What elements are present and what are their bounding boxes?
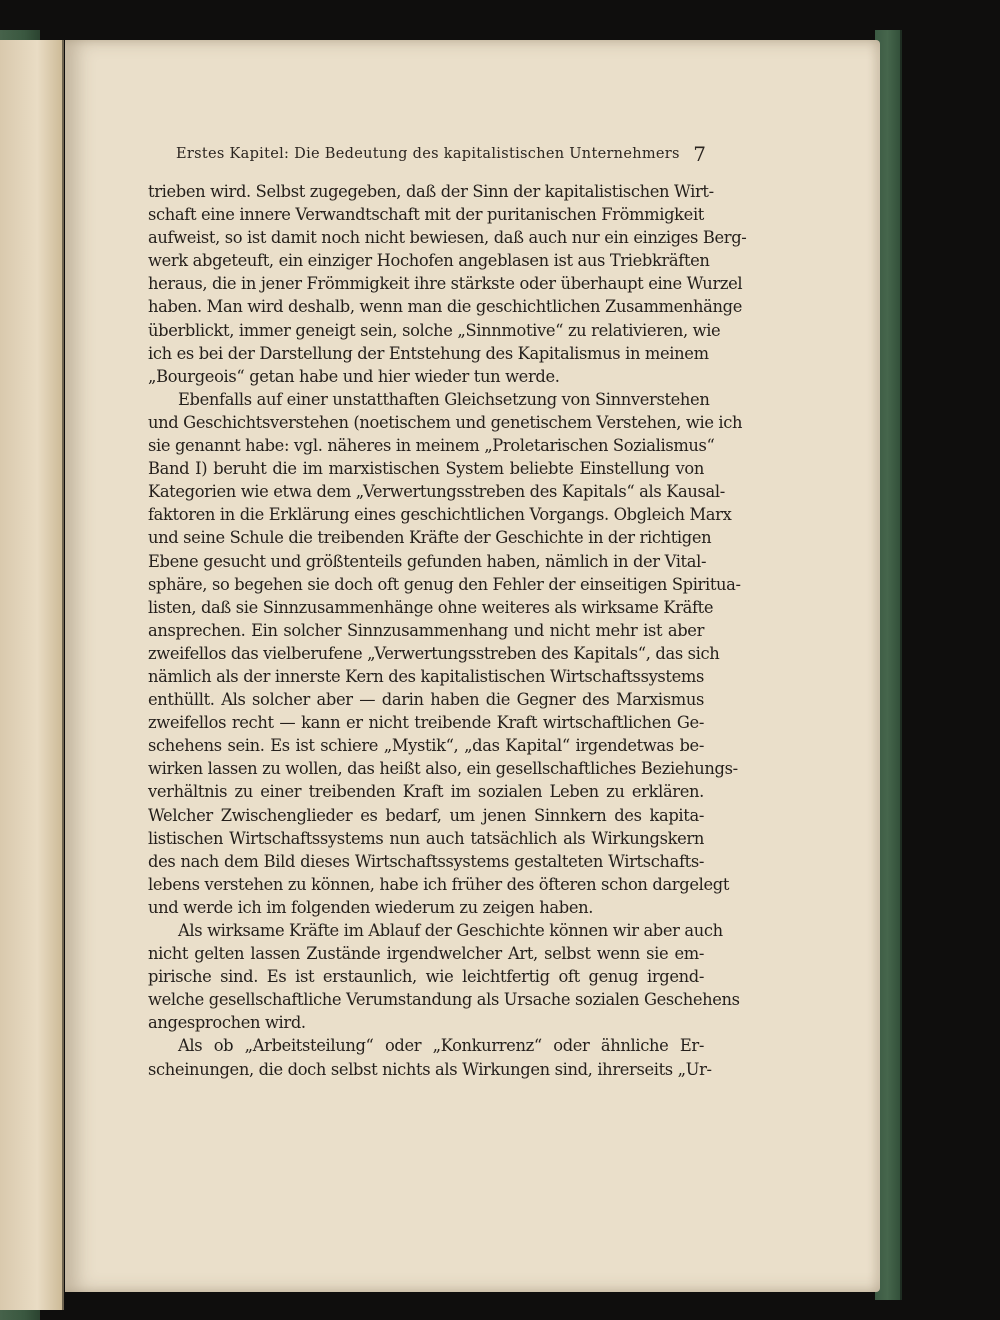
text-line: pirische sind. Es ist erstaunlich, wie leichtfertig oft genug irgend- [148, 967, 704, 987]
text-line: Als wirksame Kräfte im Ablauf der Geschichte können wir aber auch [178, 921, 723, 940]
text-line: und seine Schule die treibenden Kräfte der Geschichte in der richtigen [148, 528, 712, 548]
text-line: Band I) beruht die im marxistischen System beliebte Einstellung von [148, 459, 704, 479]
text-line: werk abgeteuft, ein einziger Hochofen angeblasen ist aus Triebkräften [148, 251, 710, 271]
text-line: angesprochen wird. [148, 1013, 306, 1033]
text-line: zweifellos recht — kann er nicht treibende Kraft wirtschaftlichen Ge- [148, 713, 704, 733]
left-page-edge [0, 40, 64, 1310]
text-line: Kategorien wie etwa dem „Verwertungsstreben des Kapitals“ als Kausal- [148, 482, 725, 502]
text-line: Als ob „Arbeitsteilung“ oder „Konkurrenz“ oder ähnliche Er- [178, 1036, 704, 1056]
text-line: Welcher Zwischenglieder es bedarf, um jenen Sinnkern des kapita- [148, 805, 704, 825]
text-line: enthüllt. Als solcher aber — darin haben die Gegner des Marxismus [148, 690, 704, 710]
text-line: sie genannt habe: vgl. näheres in meinem „Proletarischen Sozialismus“ [148, 436, 715, 456]
text-line: wirken lassen zu wollen, das heißt also, ein gesellschaftliches Beziehungs- [148, 759, 738, 779]
text-line: schehens sein. Es ist schiere „Mystik“, „das Kapital“ irgendetwas be- [148, 736, 704, 756]
text-line: verhältnis zu einer treibenden Kraft im sozialen Leben zu erklären. [148, 782, 704, 802]
text-line: Ebenfalls auf einer unstatthaften Gleichsetzung von Sinnverstehen [178, 389, 710, 409]
page-header [176, 142, 706, 168]
text-line: nämlich als der innerste Kern des kapitalistischen Wirtschaftssystems [148, 666, 704, 686]
text-line: faktoren in die Erklärung eines geschichtlichen Vorgangs. Obgleich Marx [148, 505, 732, 525]
text-line: heraus, die in jener Frömmigkeit ihre stärkste oder überhaupt eine Wurzel [148, 274, 743, 294]
page-number: 7 [693, 142, 706, 166]
text-line: haben. Man wird deshalb, wenn man die geschichtlichen Zusammenhänge [148, 297, 743, 317]
text-line: zweifellos das vielberufene „Verwertungsstreben des Kapitals“, das sich [148, 643, 720, 663]
running-head: Erstes Kapitel: Die Bedeutung des kapitalistischen Unternehmers [176, 146, 680, 162]
text-line: lebens verstehen zu können, habe ich früher des öfteren schon dargelegt [148, 874, 730, 894]
text-line: aufweist, so ist damit noch nicht bewiesen, daß auch nur ein einziges Berg- [148, 228, 747, 248]
text-line: scheinungen, die doch selbst nichts als Wirkungen sind, ihrerseits „Ur- [148, 1059, 712, 1079]
text-line: und Geschichtsverstehen (noetischem und genetischem Verstehen, wie ich [148, 412, 743, 432]
text-line: ansprechen. Ein solcher Sinnzusammenhang und nicht mehr ist aber [148, 620, 704, 640]
text-line: ich es bei der Darstellung der Entstehung des Kapitalismus in meinem [148, 343, 709, 363]
text-line: welche gesellschaftliche Verumstandung als Ursache sozialen Geschehens [148, 990, 740, 1010]
text-line: trieben wird. Selbst zugegeben, daß der Sinn der kapitalistischen Wirt- [148, 182, 714, 201]
body-text [148, 180, 747, 1081]
text-line: schaft eine innere Verwandtschaft mit der puritanischen Frömmigkeit [148, 205, 704, 225]
text-line: nicht gelten lassen Zustände irgendwelcher Art, selbst wenn sie em- [148, 944, 704, 964]
text-line: sphäre, so begehen sie doch oft genug den Fehler der einseitigen Spiritua- [148, 574, 741, 594]
text-line: „Bourgeois“ getan habe und hier wieder tun werde. [148, 366, 560, 386]
text-line: des nach dem Bild dieses Wirtschaftssystems gestalteten Wirtschafts- [148, 851, 704, 871]
text-line: Ebene gesucht und größtenteils gefunden haben, nämlich in der Vital- [148, 551, 707, 571]
text-line: und werde ich im folgenden wiederum zu zeigen haben. [148, 897, 594, 917]
text-line: überblickt, immer geneigt sein, solche „Sinnmotive“ zu relativieren, wie [148, 320, 721, 340]
text-line: listischen Wirtschaftssystems nun auch tatsächlich als Wirkungskern [148, 828, 704, 848]
text-line: listen, daß sie Sinnzusammenhänge ohne weiteres als wirksame Kräfte [148, 597, 714, 617]
